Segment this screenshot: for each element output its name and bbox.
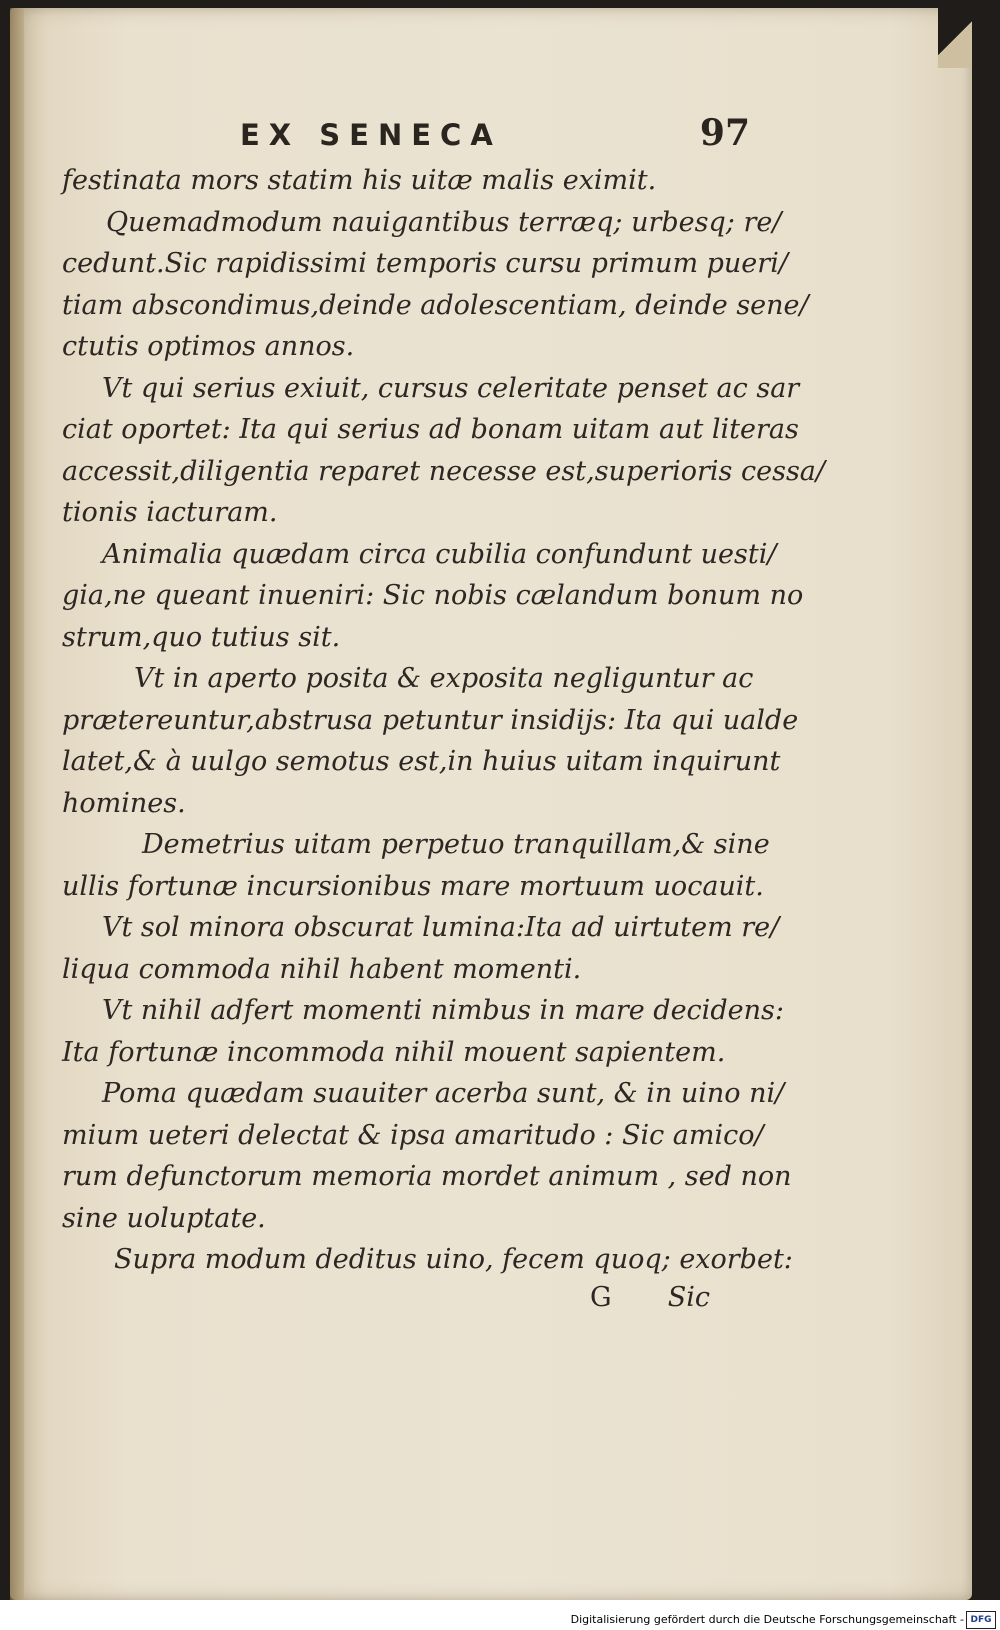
text-line: ullis fortunæ incursionibus mare mortuum uocauit. — [62, 870, 764, 902]
text-line: latet,& à uulgo semotus est,in huius uitam inquirunt — [62, 746, 781, 777]
text-line: Vt in aperto posita & exposita negliguntur ac — [134, 663, 754, 694]
page-number: 97 — [699, 112, 750, 154]
text-line: festinata mors statim his uitæ malis eximit. — [62, 165, 657, 196]
text-line: Demetrius uitam perpetuo tranquillam,& sine — [142, 829, 770, 860]
text-line: liqua commoda nihil habent momenti. — [62, 953, 582, 985]
text-line: Supra modum deditus uino, fecem quoq; exorbet: — [114, 1244, 793, 1275]
text-line: Vt qui serius exiuit, cursus celeritate penset ac sar — [102, 372, 800, 404]
text-line: accessit,diligentia reparet necesse est,superioris cessa/ — [62, 455, 825, 487]
text-line: ctutis optimos annos. — [62, 331, 355, 362]
text-line: sine uoluptate. — [62, 1202, 266, 1234]
page-gutter-shadow — [10, 8, 24, 1600]
text-line: Vt nihil adfert momenti nimbus in mare decidens: — [102, 995, 784, 1026]
running-head: EX SENECA — [240, 118, 502, 152]
text-line: tiam abscondimus,deinde adolescentiam, deinde sene/ — [62, 289, 809, 321]
page-footer — [590, 1282, 750, 1324]
text-line: tionis iacturam. — [62, 497, 278, 528]
text-line: Quemadmodum nauigantibus terræq; urbesq; re/ — [106, 206, 782, 238]
signature-mark: G — [590, 1282, 612, 1313]
text-line: prætereuntur,abstrusa petuntur insidijs: Ita qui ualde — [62, 704, 799, 736]
text-line: Animalia quædam circa cubilia confundunt uesti/ — [102, 538, 777, 570]
page-header — [240, 112, 750, 162]
text-line: rum defunctorum memoria mordet animum , sed non — [62, 1161, 792, 1192]
text-line: strum,quo tutius sit. — [62, 621, 341, 653]
text-line: mium ueteri delectat & ipsa amaritudo : Sic amico/ — [62, 1119, 764, 1151]
body-text — [62, 160, 825, 1281]
digitization-credit: Digitalisierung gefördert durch die Deutsche Forschungsgemeinschaft - — [570, 1613, 964, 1626]
text-line: homines. — [62, 787, 186, 819]
text-line: Vt sol minora obscurat lumina:Ita ad uirtutem re/ — [102, 912, 780, 943]
text-line: ciat oportet: Ita qui serius ad bonam uitam aut literas — [62, 414, 799, 445]
torn-page-corner — [938, 8, 972, 68]
text-line: Poma quædam suauiter acerba sunt, & in uino ni/ — [102, 1078, 785, 1109]
text-line: gia,ne queant inueniri: Sic nobis cælandum bonum no — [62, 580, 804, 611]
text-line: Ita fortunæ incommoda nihil mouent sapientem. — [62, 1036, 726, 1068]
dfg-logo-icon: DFG — [966, 1611, 996, 1629]
catchword: Sic — [667, 1282, 710, 1313]
text-line: cedunt.Sic rapidissimi temporis cursu primum pueri/ — [62, 248, 788, 279]
